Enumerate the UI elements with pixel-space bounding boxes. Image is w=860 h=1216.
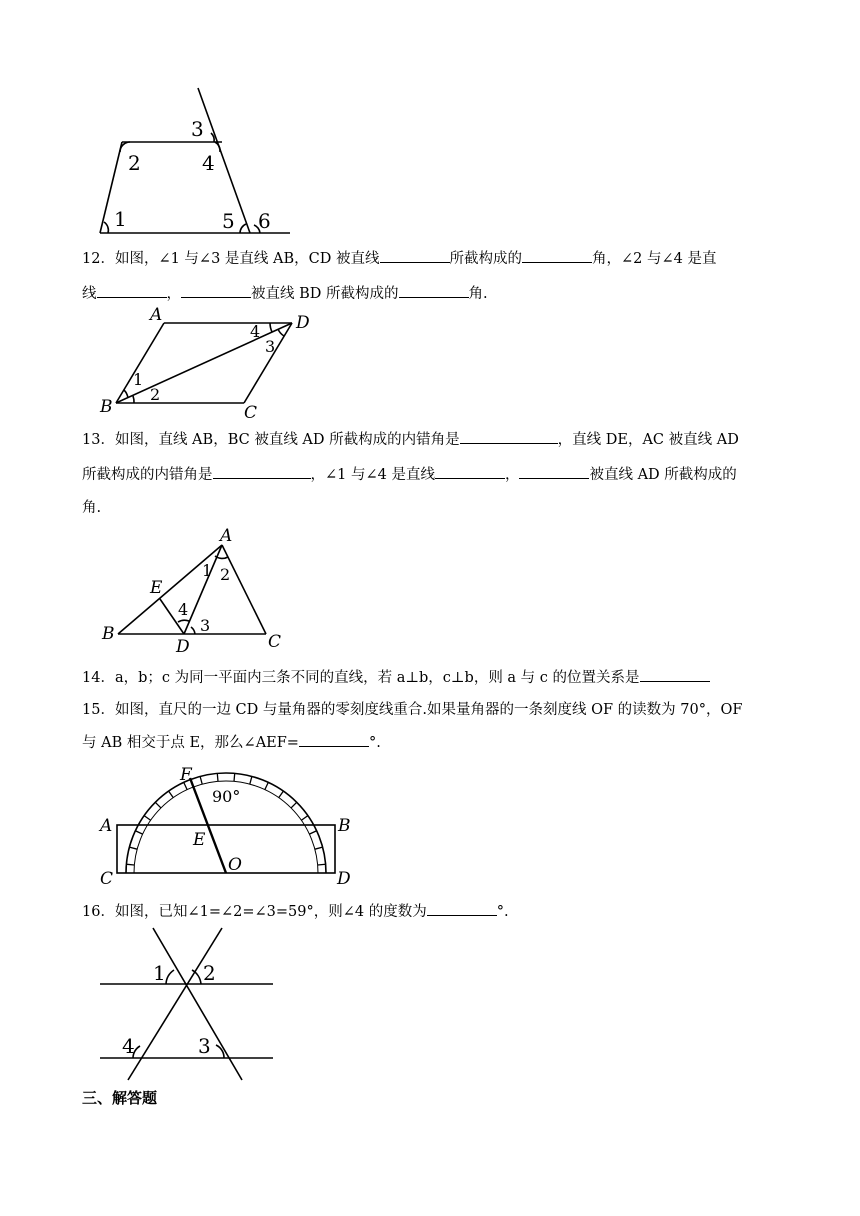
fig12-label-1: 1 — [133, 370, 144, 389]
q16-text-2: °. — [496, 904, 509, 920]
fig16-label-3: 3 — [198, 1034, 211, 1058]
fig15-label-A: A — [100, 816, 113, 836]
q12-text-1: 如图，∠1 与∠3 是直线 AB，CD 被直线 — [114, 251, 380, 267]
fig11-label-6: 6 — [258, 209, 271, 233]
fig11-label-1: 1 — [114, 207, 127, 231]
q14-number: 14． — [82, 670, 115, 686]
q12-text-7: 角. — [468, 286, 488, 302]
q12-text-5: ， — [166, 286, 181, 302]
fig13-label-B: B — [102, 624, 115, 644]
fig15-label-E: E — [193, 830, 206, 850]
q12-text-6: 被直线 BD 所截构成的 — [251, 286, 399, 302]
fig15-label-90: 90° — [212, 787, 241, 806]
q12-text-3: 角，∠2 与∠4 是直 — [592, 251, 717, 267]
q16-number: 16． — [82, 904, 115, 920]
parallel-lines-figure — [100, 928, 273, 1080]
q15-text-2: 与 AB 相交于点 E，那么∠AEF= — [82, 735, 299, 751]
fig13-label-1: 1 — [202, 561, 213, 580]
fig11-label-2: 2 — [128, 151, 141, 175]
q13-text-4: ，∠1 与∠4 是直线 — [310, 467, 435, 483]
q13-text-2: ，直线 DE，AC 被直线 AD — [557, 432, 739, 448]
q13-text-3: 所截构成的内错角是 — [82, 467, 213, 483]
q12-text-4: 线 — [82, 286, 97, 302]
q15-number: 15． — [82, 702, 115, 718]
fig15-label-O: O — [228, 855, 242, 875]
fig12-label-B: B — [100, 397, 113, 417]
q13-number: 13． — [82, 432, 115, 448]
fig13-label-3: 3 — [200, 616, 211, 635]
fig13-label-A: A — [220, 526, 233, 546]
fig12-label-C: C — [244, 403, 258, 423]
fig11-label-3: 3 — [191, 117, 204, 141]
fig15-label-D: D — [337, 869, 351, 889]
q13-text-5: ， — [504, 467, 520, 483]
q16-text-1: 如图，已知∠1=∠2=∠3=59°，则∠4 的度数为 — [114, 904, 427, 920]
section-heading: 三、解答题 — [82, 1089, 158, 1107]
fig15-label-C: C — [100, 869, 114, 889]
fig12-label-D: D — [296, 313, 310, 333]
fig13-label-4: 4 — [178, 600, 189, 619]
q12-number: 12． — [82, 251, 115, 267]
fig13-label-2: 2 — [220, 565, 231, 584]
fig13-label-C: C — [268, 632, 282, 652]
fig13-label-E: E — [150, 578, 163, 598]
fig12-label-A: A — [150, 305, 163, 325]
q13-text-1: 如图，直线 AB，BC 被直线 AD 所截构成的内错角是 — [114, 432, 460, 448]
fig16-label-4: 4 — [122, 1034, 135, 1058]
fig12-label-2: 2 — [150, 385, 161, 404]
fig11-label-5: 5 — [222, 209, 235, 233]
q13-text-7: 角. — [82, 500, 102, 516]
q14-text-1: a，b；c 为同一平面内三条不同的直线，若 a⊥b，c⊥b，则 a 与 c 的位置关系是 — [114, 670, 640, 686]
q13-text-6: 被直线 AD 所截构成的 — [589, 467, 737, 483]
fig12-label-4: 4 — [250, 322, 261, 341]
fig16-label-1: 1 — [153, 961, 166, 985]
fig11-label-4: 4 — [202, 151, 215, 175]
q15-text-1: 如图，直尺的一边 CD 与量角器的零刻度线重合.如果量角器的一条刻度线 OF 的读数为 70°，OF — [114, 702, 743, 718]
fig15-label-F: F — [180, 765, 192, 785]
fig13-label-D: D — [176, 637, 190, 657]
fig16-label-2: 2 — [203, 961, 216, 985]
q12-text-2: 所截构成的 — [449, 251, 522, 267]
q15-text-3: °. — [368, 735, 381, 751]
fig12-label-3: 3 — [265, 337, 276, 356]
fig15-label-B: B — [338, 816, 351, 836]
